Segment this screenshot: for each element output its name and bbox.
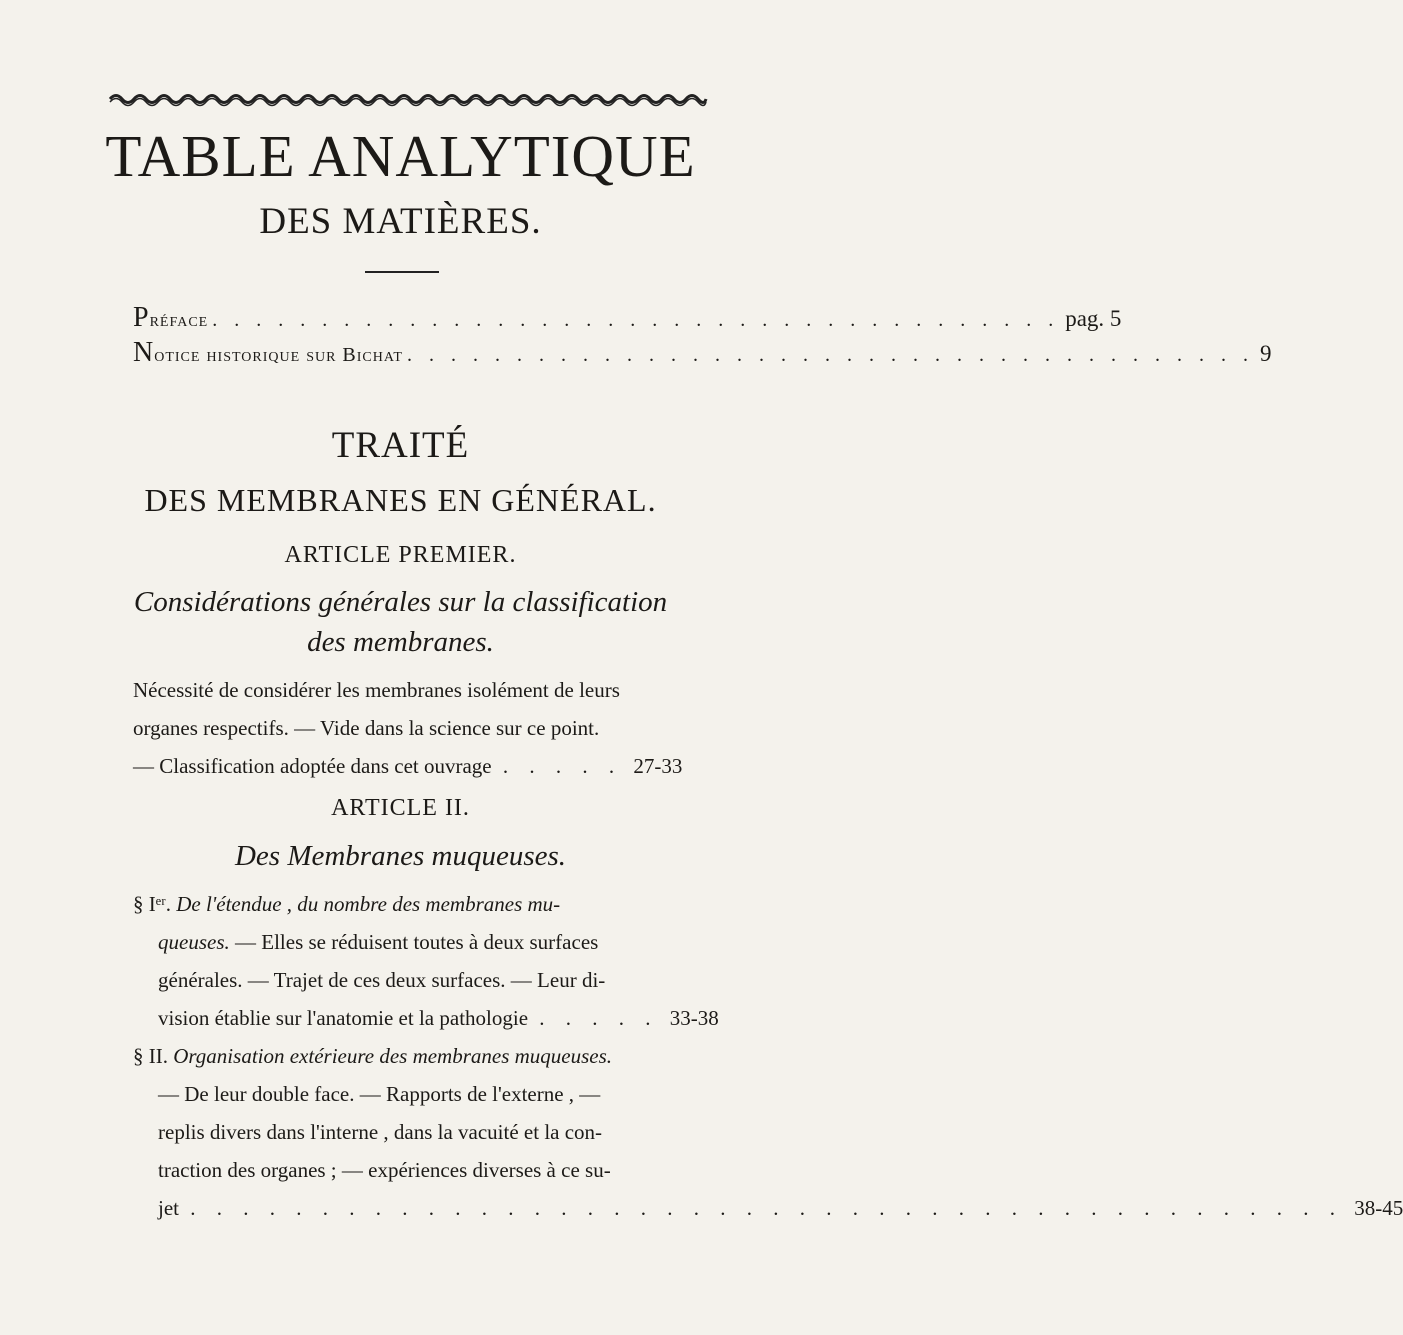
article-1-heading: ARTICLE PREMIER. (284, 542, 517, 568)
leader-dots: . . . . . . . . . . . . . . . . . . . . . . . . . . . . . . . . . . . . . . . (212, 309, 1060, 331)
leader-dots: . . . . . (539, 1006, 659, 1030)
summary-line: — De leur double face. — Rapports de l'externe , — (158, 1082, 601, 1106)
summary-line: générales. — Trajet de ces deux surfaces. — Leur di- (158, 968, 606, 992)
ornamental-border (110, 92, 706, 106)
toc-page-number: 33-38 (669, 1006, 719, 1030)
section-heading-traite: TRAITÉ (331, 425, 470, 466)
summary-line-final: vision établie sur l'anatomie et la pathologie . . . . . 33-38 (158, 1006, 719, 1030)
article-2-heading: ARTICLE II. (331, 795, 470, 821)
summary-line: queuses. — Elles se réduisent toutes à deux surfaces (158, 930, 599, 954)
article-1-subtitle-cont: des membranes. (307, 626, 494, 658)
summary-line: traction des organes ; — expériences diverses à ce su- (158, 1158, 611, 1182)
title-divider (365, 271, 439, 273)
toc-page-number: pag. 5 (1065, 306, 1122, 331)
toc-page-number: 38-45 (1354, 1196, 1403, 1220)
article-2-section-1 (133, 885, 719, 1037)
leader-dots: . . . . . . . . . . . . . . . . . . . . . . . . . . . . . . . . . . . . . . . . . . . . (190, 1196, 1343, 1220)
article-1-summary (133, 671, 683, 785)
article-1-subtitle: Considérations générales sur la classification (133, 586, 668, 618)
summary-line-final: — Classification adoptée dans cet ouvrage . . . . . 27-33 (133, 754, 683, 778)
leader-dots: . . . . . . . . . . . . . . . . . . . . . . . . . . . . . . . . . . . . . . . (406, 344, 1254, 366)
toc-entry-preface (133, 302, 1122, 333)
section-marker: § II. (133, 1044, 168, 1068)
toc-entry-notice (133, 337, 1272, 368)
toc-entry-label: Notice historique sur Bichat (133, 337, 403, 368)
article-2-section-2 (133, 1037, 1403, 1227)
section-1-title: § Iᵉʳ. De l'étendue , du nombre des membranes mu- (133, 892, 561, 916)
summary-line: organes respectifs. — Vide dans la science sur ce point. (133, 716, 600, 740)
summary-line-final: jet . . . . . . . . . . . . . . . . . . . . . . . . . . . . . . . . . . . . . . . . . . . . 38-45 (158, 1196, 1403, 1220)
summary-line: replis divers dans l'interne , dans la vacuité et la con- (158, 1120, 603, 1144)
article-2-subtitle: Des Membranes muqueuses. (234, 840, 567, 872)
leader-dots: . . . . . (502, 754, 623, 778)
toc-entry-label: Préface (133, 302, 209, 333)
section-2-title: § II. Organisation extérieure des membranes muqueuses. (133, 1044, 613, 1068)
section-heading-membranes: DES MEMBRANES EN GÉNÉRAL. (144, 482, 657, 518)
section-marker: § Iᵉʳ. (133, 892, 171, 916)
page-subtitle: DES MATIÈRES. (259, 201, 542, 242)
toc-page-number: 9 (1259, 341, 1272, 366)
summary-line: Nécessité de considérer les membranes isolément de leurs (133, 678, 620, 702)
page-title: TABLE ANALYTIQUE (105, 123, 696, 189)
toc-page-number: 27-33 (633, 754, 683, 778)
